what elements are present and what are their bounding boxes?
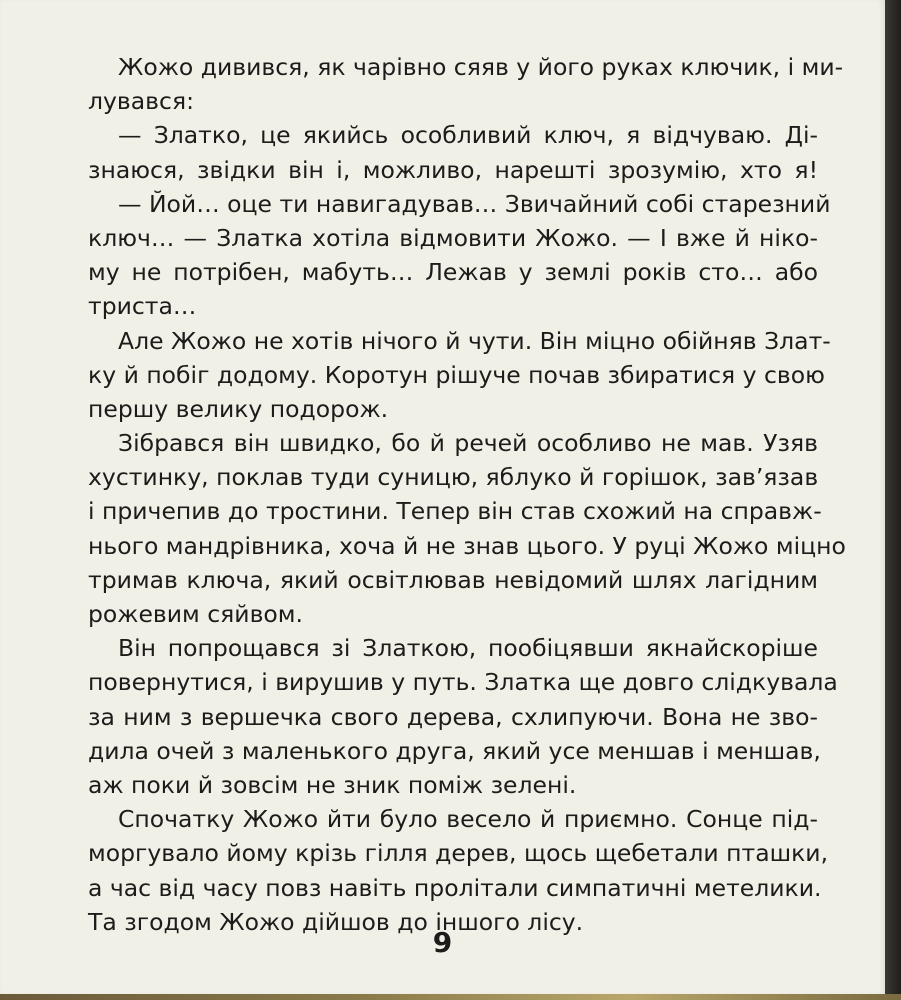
text-line: ключ… — Златка хотіла відмовити Жожо. — І вже й ніко- — [88, 223, 818, 252]
text-line: дила очей з маленького друга, який усе меншав і меншав, — [88, 736, 821, 765]
text-line: знаюся, звідки він і, можливо, нарешті зрозумію, хто я! — [88, 155, 818, 184]
text-line: Зібрався він швидко, бо й речей особливо не мав. Узяв — [118, 429, 818, 458]
text-line: Та згодом Жожо дійшов до іншого лісу. — [88, 907, 584, 936]
text-line: рожевим сяйвом. — [88, 600, 303, 628]
text-line: Жожо дивився, як чарівно сяяв у його руках ключик, і ми- — [118, 53, 844, 81]
text-line: — Златко, це якийсь особливий ключ, я відчуваю. Ді- — [118, 121, 818, 150]
text-line: Він попрощався зі Златкою, пообіцявши якнайскоріше — [118, 634, 818, 663]
text-line: — Йой… оце ти навигадував… Звичайний собі старезний — [118, 189, 831, 218]
text-line: тримав ключа, який освітлював невідомий шлях лагідним — [88, 565, 818, 594]
text-line: аж поки й зовсім не зник поміж зелені. — [88, 770, 577, 799]
book-edge — [885, 0, 901, 1000]
text-line: а час від часу повз навіть пролітали симпатичні метелики. — [88, 873, 822, 902]
text-line: за ним з вершечка свого дерева, схлипуючи. Вона не зво- — [88, 702, 818, 731]
body-text — [88, 50, 846, 939]
text-line: Спочатку Жожо йти було весело й приємно. Сонце під- — [118, 805, 818, 834]
text-line: му не потрібен, мабуть… Лежав у землі років сто… або — [88, 258, 818, 287]
text-line: моргувало йому крізь гілля дерев, щось щебетали пташки, — [88, 839, 829, 868]
page-number: 9 — [432, 926, 453, 959]
text-line: і причепив до тростини. Тепер він став схожий на справж- — [88, 497, 822, 526]
text-line: триста… — [88, 292, 197, 321]
text-line: першу велику подорож. — [88, 394, 389, 423]
text-line: ку й побіг додому. Коротун рішуче почав збиратися у свою — [88, 360, 825, 389]
text-line: нього мандрівника, хоча й не знав цього. У руці Жожо міцно — [88, 531, 846, 560]
text-line: хустинку, поклав туди суницю, яблуко й горішок, зав’язав — [88, 463, 819, 492]
text-line: Але Жожо не хотів нічого й чути. Він міцно обійняв Злат- — [118, 326, 831, 355]
book-bottom-edge — [0, 994, 901, 1000]
text-line: лувався: — [88, 87, 195, 116]
text-line: повернутися, і вирушив у путь. Златка ще довго слідкувала — [88, 668, 838, 697]
